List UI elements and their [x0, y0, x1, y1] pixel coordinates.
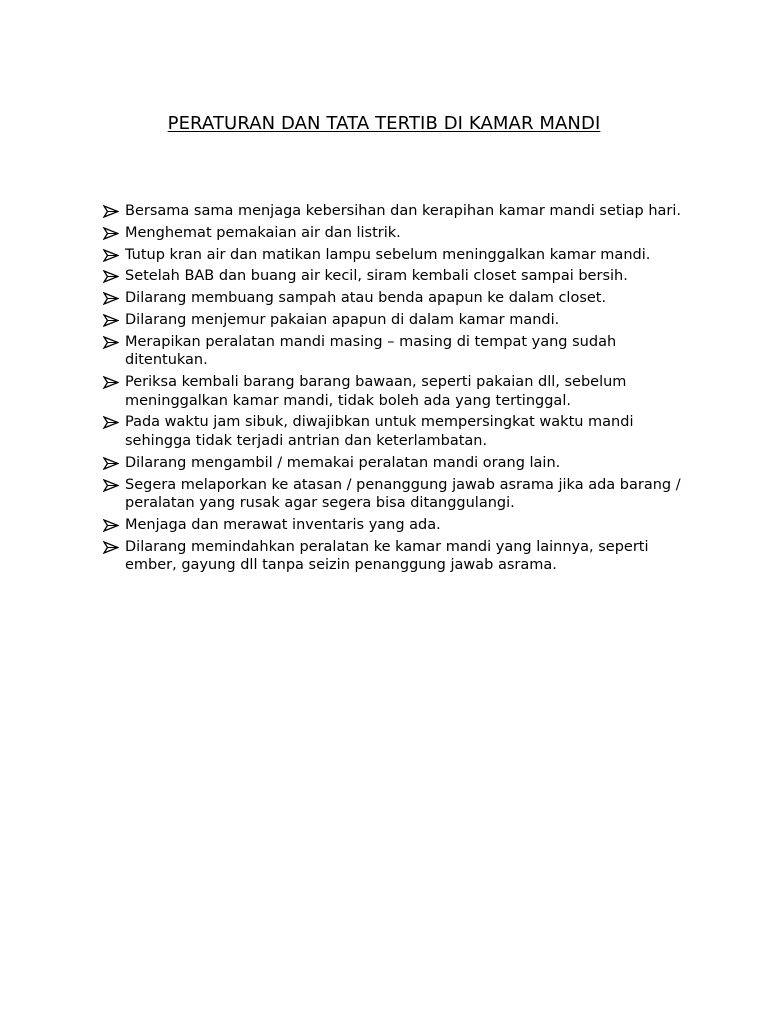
arrowhead-bullet-icon	[103, 519, 119, 532]
rule-text: Setelah BAB dan buang air kecil, siram kembali closet sampai bersih.	[125, 268, 628, 285]
arrowhead-bullet-icon	[103, 270, 119, 283]
rule-text: Periksa kembali barang barang bawaan, seperti pakaian dll, sebelum meninggalkan kamar mandi, tidak boleh ada yang tertinggal.	[125, 374, 627, 409]
rule-text: Dilarang mengambil / memakai peralatan mandi orang lain.	[125, 454, 561, 471]
rule-text: Pada waktu jam sibuk, diwajibkan untuk mempersingkat waktu mandi sehingga tidak terjadi antrian dan keterlambatan.	[125, 414, 634, 450]
arrowhead-bullet-icon	[103, 292, 119, 305]
rule-text: Merapikan peralatan mandi masing – masing di tempat yang sudah ditentukan.	[125, 333, 617, 369]
rule-text: Dilarang memindahkan peralatan ke kamar mandi yang lainnya, seperti ember, gayung dll tanpa seizin penanggung jawab asrama.	[125, 538, 649, 574]
rule-text: Menjaga dan merawat inventaris yang ada.	[125, 516, 441, 533]
rule-item	[102, 202, 682, 221]
arrowhead-bullet-icon	[103, 541, 119, 554]
arrowhead-bullet-icon	[103, 416, 119, 429]
rule-text: Dilarang membuang sampah atau benda apapun ke dalam closet.	[125, 290, 607, 307]
arrowhead-bullet-icon	[103, 249, 119, 262]
document-title: PERATURAN DAN TATA TERTIB DI KAMAR MANDI	[167, 113, 601, 134]
arrowhead-bullet-icon	[103, 376, 119, 389]
arrowhead-bullet-icon	[103, 336, 119, 349]
arrowhead-bullet-icon	[103, 457, 119, 470]
rule-item	[102, 413, 682, 450]
rule-text: Dilarang menjemur pakaian apapun di dalam kamar mandi.	[125, 311, 560, 328]
rule-item	[102, 311, 682, 330]
arrowhead-bullet-icon	[103, 479, 119, 492]
arrowhead-bullet-icon	[103, 227, 119, 240]
rule-item	[102, 224, 682, 243]
rule-text: Segera melaporkan ke atasan / penanggung jawab asrama jika ada barang / peralatan yang rusak agar segera bisa ditanggulangi.	[125, 476, 681, 512]
rule-text: Tutup kran air dan matikan lampu sebelum meninggalkan kamar mandi.	[125, 246, 651, 263]
rule-item	[102, 538, 682, 575]
rule-text: Bersama sama menjaga kebersihan dan kerapihan kamar mandi setiap hari.	[125, 203, 681, 219]
rule-item	[102, 333, 682, 370]
rule-item	[102, 476, 682, 513]
rule-item	[102, 454, 682, 473]
rule-item	[102, 289, 682, 308]
arrowhead-bullet-icon	[103, 205, 119, 218]
rule-text: Menghemat pemakaian air dan listrik.	[125, 224, 401, 241]
rule-item	[102, 246, 682, 265]
rule-item	[102, 267, 682, 286]
arrowhead-bullet-icon	[103, 314, 119, 327]
rules-list	[102, 202, 682, 578]
rule-item	[102, 516, 682, 535]
rule-item	[102, 373, 682, 410]
